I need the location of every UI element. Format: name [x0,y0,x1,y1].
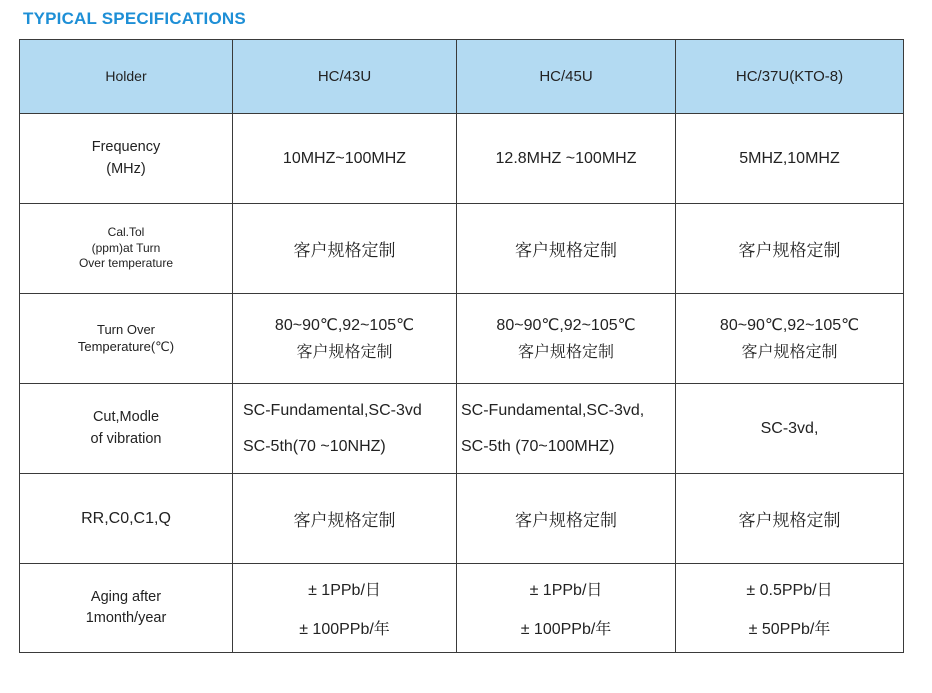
table-header-row [20,40,904,114]
cell-aging-hc45u [457,564,676,653]
cut-mode-line: SC-Fundamental,SC-3vd [243,401,422,419]
table-row-cut [20,384,904,474]
cell-cal-tol-hc43u: 客户规格定制 [233,204,457,294]
turn-over-custom: 客户规格定制 [517,344,614,361]
cut-mode-line: SC-5th(70 ~10NHZ) [243,437,386,455]
aging-year: ± 100PPb/年 [299,621,390,638]
aging-day: ± 1PPb/日 [529,582,603,599]
turn-over-custom: 客户规格定制 [296,344,393,361]
turn-over-range: 80~90℃,92~105℃ [719,317,860,334]
cell-rr-hc45u: 客户规格定制 [457,474,676,564]
cell-frequency-hc37u: 5MHZ,10MHZ [676,114,904,204]
aging-year: ± 100PPb/年 [520,621,612,638]
label-line: (ppm)at Turn [91,240,161,255]
row-label-cut [20,384,233,474]
aging-day: ± 0.5PPb/日 [746,582,833,599]
turn-over-range: 80~90℃,92~105℃ [496,317,636,334]
header-hc45u: HC/45U [457,40,676,114]
row-label-turn-over [20,294,233,384]
label-line: Frequency [91,139,161,156]
cell-turn-over-hc43u [233,294,457,384]
table-row-turn-over [20,294,904,384]
specifications-table [19,39,904,653]
row-label-aging [20,564,233,653]
row-label-frequency [20,114,233,204]
label-line: Aging after [90,588,162,605]
aging-day: ± 1PPb/日 [308,582,381,599]
label-line: (MHz) [106,160,146,177]
label-line: Temperature(℃) [77,338,175,354]
cell-aging-hc43u [233,564,457,653]
row-label-rr: RR,C0,C1,Q [20,474,233,564]
cell-cut-hc45u [457,384,676,474]
cell-cal-tol-hc37u: 客户规格定制 [676,204,904,294]
header-hc43u: HC/43U [233,40,457,114]
label-line: 1month/year [85,610,167,626]
table-row-rr [20,474,904,564]
cell-frequency-hc43u: 10MHZ~100MHZ [233,114,457,204]
cell-turn-over-hc45u [457,294,676,384]
cell-cut-hc37u: SC-3vd, [676,384,904,474]
cell-rr-hc37u: 客户规格定制 [676,474,904,564]
cell-turn-over-hc37u [676,294,904,384]
turn-over-custom: 客户规格定制 [741,344,838,361]
cell-rr-hc43u: 客户规格定制 [233,474,457,564]
aging-year: ± 50PPb/年 [748,621,831,638]
cut-mode-line: SC-Fundamental,SC-3vd, [461,401,645,419]
cut-mode-line: SC-5th (70~100MHZ) [461,437,615,455]
cell-cut-hc43u [233,384,457,474]
label-line: Cut,Modle [92,409,160,426]
table-row-frequency [20,114,904,204]
cell-aging-hc37u [676,564,904,653]
label-line: Over temperature [78,256,174,271]
header-hc37u: HC/37U(KTO-8) [676,40,904,114]
turn-over-range: 80~90℃,92~105℃ [274,317,415,334]
header-holder: Holder [20,40,233,114]
cell-frequency-hc45u: 12.8MHZ ~100MHZ [457,114,676,204]
label-line: of vibration [90,430,162,447]
label-line: Cal.Tol [107,225,145,240]
table-row-aging [20,564,904,653]
row-label-cal-tol [20,204,233,294]
section-title: TYPICAL SPECIFICATIONS [23,9,246,28]
table-row-cal-tol [20,204,904,294]
label-line: Turn Over [96,321,156,337]
cell-cal-tol-hc45u: 客户规格定制 [457,204,676,294]
